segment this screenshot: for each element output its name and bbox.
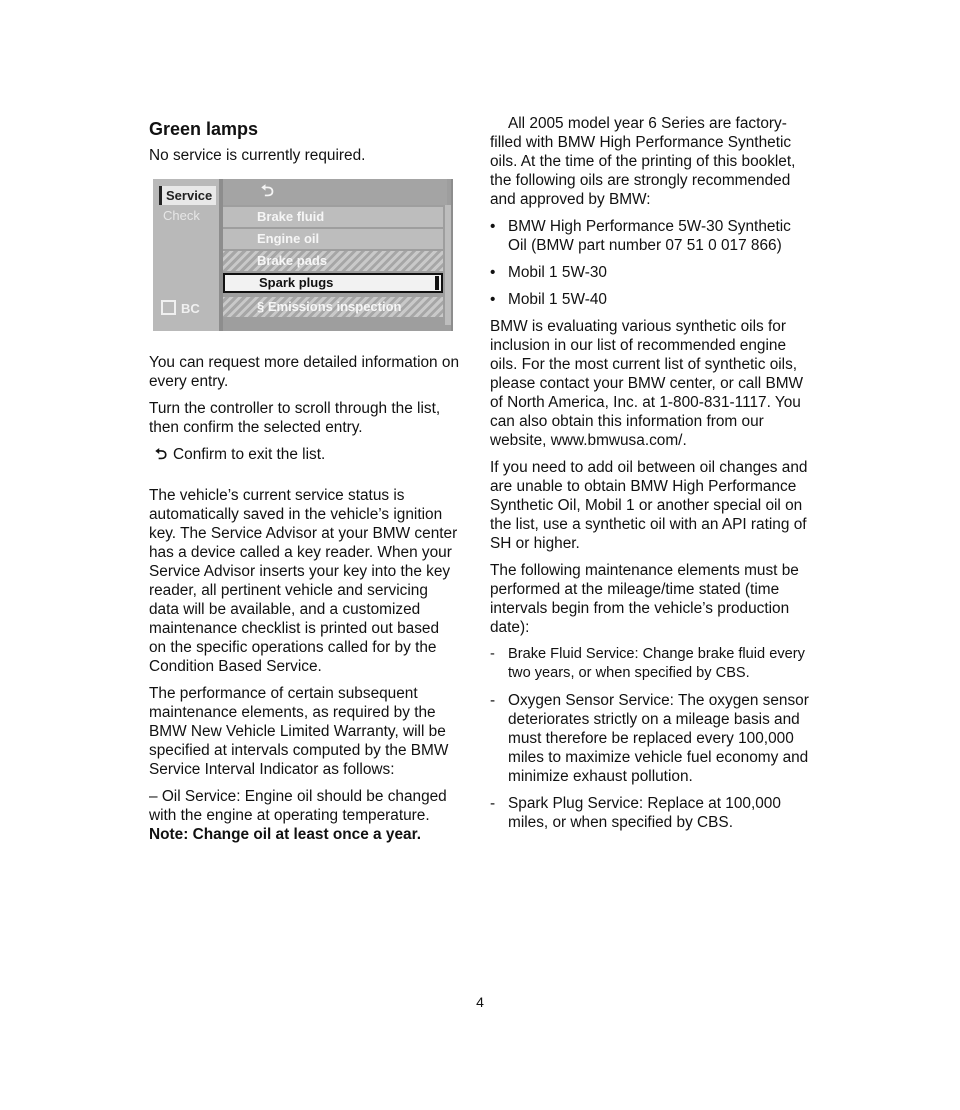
list-item-spark-plugs[interactable] — [223, 273, 443, 293]
confirm-text: Confirm to exit the list. — [173, 446, 326, 463]
screen-menu-panel — [153, 179, 219, 331]
add-oil-text: If you need to add oil between oil changes and are unable to obtain BMW High Performance Synthetic Oil, Mobil 1 or another special oil on the list, use a synthetic oil with an API rating of SH or higher. — [490, 459, 808, 552]
following-elements-text: The following maintenance elements must be performed at the mileage/time stated (time intervals begin from the vehicle’s production date): — [490, 562, 799, 636]
list-item-engine-oil[interactable]: Engine oil — [223, 229, 443, 249]
return-arrow-icon: ⮌ — [155, 446, 168, 463]
oil-item-text: Mobil 1 5W-40 — [508, 291, 607, 308]
oil-item-text: Mobil 1 5W-30 — [508, 264, 607, 281]
bullet: • — [490, 218, 496, 235]
bullet: • — [490, 291, 496, 308]
list-item-brake-pads[interactable]: Brake pads — [223, 251, 443, 271]
oil-note: Note: Change oil at least once a year. — [149, 826, 421, 843]
evaluating-text: BMW is evaluating various synthetic oils for inclusion in our list of recommended engine oils. For the most current list of synthetic oils, please contact your BMW center, or call BMW of North America, Inc. at 1-800-831-1117. You can also obtain this information from our website, www.bmwusa.com/. — [490, 318, 804, 449]
page-number: 4 — [476, 994, 484, 1010]
request-text: You can request more detailed information on every entry. — [149, 354, 460, 390]
dash: - — [490, 795, 496, 812]
list-item — [490, 691, 810, 786]
no-service-text: No service is currently required. — [149, 147, 366, 164]
oil-item-text: BMW High Performance 5W-30 Synthetic Oil (BMW part number 07 51 0 017 866) — [508, 218, 791, 254]
scrollbar[interactable] — [445, 205, 451, 325]
dash: - — [490, 646, 495, 662]
bullet: • — [490, 264, 496, 281]
dash: - — [490, 692, 496, 709]
list-item — [490, 217, 810, 255]
turn-controller-text: Turn the controller to scroll through the list, then confirm the selected entry. — [149, 400, 441, 436]
idrive-service-screen — [153, 179, 453, 331]
left-column — [149, 114, 459, 852]
bc-icon — [161, 300, 176, 315]
service-item-text: Oxygen Sensor Service: The oxygen sensor deteriorates strictly on a mileage basis and must therefore be replaced every 100,000 miles to maximize vehicle fuel economy and minimize exhaust pollution. — [508, 692, 809, 785]
menu-bc-label: BC — [181, 301, 200, 316]
performance-text: The performance of certain subsequent maintenance elements, as required by the BMW New Vehicle Limited Warranty, will be specified at intervals computed by the BMW Service Interval Indicator as follows: — [149, 685, 449, 778]
return-arrow-icon: ⮌ — [261, 183, 274, 200]
list-item — [490, 645, 810, 683]
list-item-label: Spark plugs — [259, 275, 334, 290]
confirm-line — [149, 445, 459, 464]
menu-service[interactable]: Service — [159, 186, 216, 205]
back-row[interactable] — [223, 179, 447, 205]
service-status-text: The vehicle’s current service status is automatically saved in the vehicle’s ignition key. The Service Advisor at your BMW center has a device called a key reader. When your Service Advisor inserts your key into the key reader, all pertinent vehicle and servicing data will be available, and a customized maintenance checklist is printed out based on the specific operations called for by the Condition Based Service. — [149, 487, 458, 675]
factory-fill-text: All 2005 model year 6 Series are factory-filled with BMW High Performance Synthetic oils. At the time of the printing of this booklet, the following oils are strongly recommended and approved by BMW: — [490, 115, 796, 208]
service-item-text: Spark Plug Service: Replace at 100,000 miles, or when specified by CBS. — [508, 795, 781, 831]
oil-service-text: – Oil Service: Engine oil should be changed with the engine at operating temperature. — [149, 788, 447, 824]
right-column — [490, 114, 810, 840]
screen-list-panel — [223, 179, 451, 331]
service-item-text: Brake Fluid Service: Change brake fluid every two years, or when specified by CBS. — [508, 646, 805, 681]
list-item-emissions[interactable]: § Emissions inspection — [223, 297, 443, 317]
list-item — [490, 290, 810, 309]
menu-bc[interactable] — [161, 299, 200, 318]
list-item-brake-fluid[interactable]: Brake fluid — [223, 207, 443, 227]
selection-marker — [435, 276, 439, 290]
list-item — [490, 794, 810, 832]
list-item — [490, 263, 810, 282]
menu-check[interactable]: Check — [163, 208, 200, 223]
section-heading: Green lamps — [149, 119, 259, 139]
